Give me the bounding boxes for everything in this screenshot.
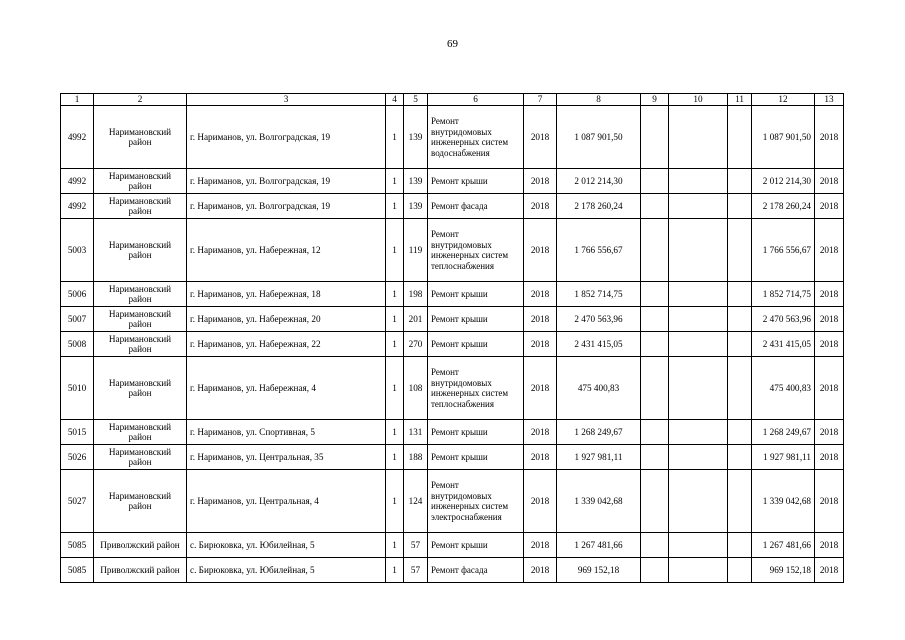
column-4-cell: 1 [386, 282, 404, 307]
column-header: 5 [404, 94, 428, 106]
column-11-cell [728, 470, 752, 533]
work-type-cell: Ремонт внутридомовых инженерных систем теплоснабжения [428, 219, 524, 282]
total-cost-cell: 1 852 714,75 [752, 282, 815, 307]
column-9-cell [641, 219, 669, 282]
column-4-cell: 1 [386, 558, 404, 583]
work-type-cell: Ремонт внутридомовых инженерных систем электроснабжения [428, 470, 524, 533]
column-4-cell: 1 [386, 169, 404, 194]
column-4-cell: 1 [386, 219, 404, 282]
year-cell: 2018 [524, 357, 557, 420]
column-9-cell [641, 357, 669, 420]
year-cell: 2018 [524, 533, 557, 558]
table-row [61, 307, 844, 332]
column-11-cell [728, 533, 752, 558]
column-9-cell [641, 533, 669, 558]
column-9-cell [641, 169, 669, 194]
column-13-cell: 2018 [815, 169, 844, 194]
district-cell: Наримановский район [94, 357, 187, 420]
column-5-cell: 201 [404, 307, 428, 332]
district-cell: Наримановский район [94, 420, 187, 445]
column-13-cell: 2018 [815, 282, 844, 307]
total-cost-cell: 969 152,18 [752, 558, 815, 583]
column-4-cell: 1 [386, 420, 404, 445]
column-11-cell [728, 307, 752, 332]
table-row [61, 470, 844, 533]
work-type-cell: Ремонт фасада [428, 194, 524, 219]
work-type-cell: Ремонт крыши [428, 445, 524, 470]
table-row [61, 282, 844, 307]
work-type-cell: Ремонт крыши [428, 169, 524, 194]
district-cell: Приволжский район [94, 533, 187, 558]
column-10-cell [669, 307, 728, 332]
record-id-cell: 5085 [61, 533, 94, 558]
column-13-cell: 2018 [815, 106, 844, 169]
column-9-cell [641, 106, 669, 169]
year-cell: 2018 [524, 307, 557, 332]
column-9-cell [641, 307, 669, 332]
cost-cell: 2 470 563,96 [557, 307, 641, 332]
column-11-cell [728, 332, 752, 357]
column-header: 2 [94, 94, 187, 106]
table-row [61, 445, 844, 470]
column-9-cell [641, 194, 669, 219]
total-cost-cell: 1 927 981,11 [752, 445, 815, 470]
column-header: 6 [428, 94, 524, 106]
cost-cell: 2 012 214,30 [557, 169, 641, 194]
year-cell: 2018 [524, 219, 557, 282]
address-cell: г. Нариманов, ул. Набережная, 4 [187, 357, 386, 420]
table-row [61, 332, 844, 357]
column-10-cell [669, 420, 728, 445]
cost-cell: 969 152,18 [557, 558, 641, 583]
record-id-cell: 5015 [61, 420, 94, 445]
record-id-cell: 5008 [61, 332, 94, 357]
table-row [61, 219, 844, 282]
table-row [61, 169, 844, 194]
year-cell: 2018 [524, 106, 557, 169]
column-5-cell: 108 [404, 357, 428, 420]
capital-repair-table [60, 93, 844, 583]
address-cell: с. Бирюковка, ул. Юбилейная, 5 [187, 533, 386, 558]
column-5-cell: 198 [404, 282, 428, 307]
record-id-cell: 5006 [61, 282, 94, 307]
address-cell: г. Нариманов, ул. Набережная, 12 [187, 219, 386, 282]
column-13-cell: 2018 [815, 470, 844, 533]
total-cost-cell: 2 470 563,96 [752, 307, 815, 332]
column-9-cell [641, 420, 669, 445]
column-11-cell [728, 106, 752, 169]
table-row [61, 420, 844, 445]
column-4-cell: 1 [386, 357, 404, 420]
total-cost-cell: 2 431 415,05 [752, 332, 815, 357]
column-header: 10 [669, 94, 728, 106]
column-11-cell [728, 219, 752, 282]
record-id-cell: 4992 [61, 106, 94, 169]
column-11-cell [728, 558, 752, 583]
column-13-cell: 2018 [815, 332, 844, 357]
column-13-cell: 2018 [815, 357, 844, 420]
column-10-cell [669, 169, 728, 194]
column-9-cell [641, 332, 669, 357]
cost-cell: 1 267 481,66 [557, 533, 641, 558]
address-cell: г. Нариманов, ул. Волгоградская, 19 [187, 106, 386, 169]
cost-cell: 1 852 714,75 [557, 282, 641, 307]
column-10-cell [669, 470, 728, 533]
total-cost-cell: 1 766 556,67 [752, 219, 815, 282]
column-4-cell: 1 [386, 106, 404, 169]
column-11-cell [728, 420, 752, 445]
column-4-cell: 1 [386, 470, 404, 533]
cost-cell: 1 927 981,11 [557, 445, 641, 470]
cost-cell: 1 339 042,68 [557, 470, 641, 533]
column-5-cell: 139 [404, 106, 428, 169]
record-id-cell: 5027 [61, 470, 94, 533]
column-5-cell: 119 [404, 219, 428, 282]
total-cost-cell: 475 400,83 [752, 357, 815, 420]
record-id-cell: 4992 [61, 169, 94, 194]
column-5-cell: 188 [404, 445, 428, 470]
column-10-cell [669, 357, 728, 420]
column-header: 3 [187, 94, 386, 106]
column-5-cell: 270 [404, 332, 428, 357]
column-9-cell [641, 470, 669, 533]
address-cell: г. Нариманов, ул. Волгоградская, 19 [187, 169, 386, 194]
column-11-cell [728, 282, 752, 307]
district-cell: Наримановский район [94, 307, 187, 332]
table-body [61, 94, 844, 583]
total-cost-cell: 1 339 042,68 [752, 470, 815, 533]
total-cost-cell: 2 012 214,30 [752, 169, 815, 194]
column-4-cell: 1 [386, 194, 404, 219]
year-cell: 2018 [524, 332, 557, 357]
column-11-cell [728, 357, 752, 420]
column-13-cell: 2018 [815, 194, 844, 219]
column-10-cell [669, 219, 728, 282]
work-type-cell: Ремонт внутридомовых инженерных систем теплоснабжения [428, 357, 524, 420]
column-header: 8 [557, 94, 641, 106]
district-cell: Наримановский район [94, 106, 187, 169]
column-5-cell: 57 [404, 533, 428, 558]
table-row [61, 533, 844, 558]
column-13-cell: 2018 [815, 420, 844, 445]
address-cell: г. Нариманов, ул. Набережная, 20 [187, 307, 386, 332]
work-type-cell: Ремонт крыши [428, 307, 524, 332]
table-row [61, 194, 844, 219]
work-type-cell: Ремонт крыши [428, 420, 524, 445]
column-13-cell: 2018 [815, 219, 844, 282]
year-cell: 2018 [524, 445, 557, 470]
district-cell: Наримановский район [94, 219, 187, 282]
cost-cell: 1 268 249,67 [557, 420, 641, 445]
district-cell: Наримановский район [94, 282, 187, 307]
total-cost-cell: 1 087 901,50 [752, 106, 815, 169]
year-cell: 2018 [524, 282, 557, 307]
column-header: 12 [752, 94, 815, 106]
record-id-cell: 5010 [61, 357, 94, 420]
column-4-cell: 1 [386, 445, 404, 470]
column-10-cell [669, 445, 728, 470]
district-cell: Наримановский район [94, 194, 187, 219]
year-cell: 2018 [524, 194, 557, 219]
district-cell: Приволжский район [94, 558, 187, 583]
district-cell: Наримановский район [94, 445, 187, 470]
record-id-cell: 5007 [61, 307, 94, 332]
district-cell: Наримановский район [94, 332, 187, 357]
column-10-cell [669, 282, 728, 307]
column-13-cell: 2018 [815, 307, 844, 332]
address-cell: г. Нариманов, ул. Набережная, 22 [187, 332, 386, 357]
column-10-cell [669, 533, 728, 558]
column-5-cell: 131 [404, 420, 428, 445]
cost-cell: 1 087 901,50 [557, 106, 641, 169]
column-header: 13 [815, 94, 844, 106]
work-type-cell: Ремонт внутридомовых инженерных систем водоснабжения [428, 106, 524, 169]
year-cell: 2018 [524, 558, 557, 583]
column-10-cell [669, 558, 728, 583]
address-cell: г. Нариманов, ул. Центральная, 4 [187, 470, 386, 533]
column-13-cell: 2018 [815, 445, 844, 470]
column-4-cell: 1 [386, 533, 404, 558]
district-cell: Наримановский район [94, 470, 187, 533]
year-cell: 2018 [524, 420, 557, 445]
record-id-cell: 5085 [61, 558, 94, 583]
record-id-cell: 5003 [61, 219, 94, 282]
cost-cell: 2 178 260,24 [557, 194, 641, 219]
address-cell: с. Бирюковка, ул. Юбилейная, 5 [187, 558, 386, 583]
address-cell: г. Нариманов, ул. Центральная, 35 [187, 445, 386, 470]
table-row [61, 558, 844, 583]
column-10-cell [669, 106, 728, 169]
year-cell: 2018 [524, 169, 557, 194]
cost-cell: 1 766 556,67 [557, 219, 641, 282]
page-number: 69 [447, 38, 458, 50]
column-header: 1 [61, 94, 94, 106]
address-cell: г. Нариманов, ул. Набережная, 18 [187, 282, 386, 307]
column-header: 11 [728, 94, 752, 106]
total-cost-cell: 2 178 260,24 [752, 194, 815, 219]
table-row [61, 106, 844, 169]
column-4-cell: 1 [386, 307, 404, 332]
total-cost-cell: 1 268 249,67 [752, 420, 815, 445]
district-cell: Наримановский район [94, 169, 187, 194]
record-id-cell: 4992 [61, 194, 94, 219]
column-header: 4 [386, 94, 404, 106]
column-5-cell: 57 [404, 558, 428, 583]
column-5-cell: 139 [404, 194, 428, 219]
work-type-cell: Ремонт крыши [428, 533, 524, 558]
column-9-cell [641, 558, 669, 583]
column-13-cell: 2018 [815, 533, 844, 558]
address-cell: г. Нариманов, ул. Спортивная, 5 [187, 420, 386, 445]
column-header: 7 [524, 94, 557, 106]
table-row [61, 357, 844, 420]
work-type-cell: Ремонт крыши [428, 332, 524, 357]
column-11-cell [728, 194, 752, 219]
column-11-cell [728, 169, 752, 194]
column-10-cell [669, 194, 728, 219]
address-cell: г. Нариманов, ул. Волгоградская, 19 [187, 194, 386, 219]
work-type-cell: Ремонт крыши [428, 282, 524, 307]
column-header: 9 [641, 94, 669, 106]
column-13-cell: 2018 [815, 558, 844, 583]
column-10-cell [669, 332, 728, 357]
column-11-cell [728, 445, 752, 470]
cost-cell: 2 431 415,05 [557, 332, 641, 357]
column-9-cell [641, 445, 669, 470]
column-4-cell: 1 [386, 332, 404, 357]
work-type-cell: Ремонт фасада [428, 558, 524, 583]
total-cost-cell: 1 267 481,66 [752, 533, 815, 558]
column-number-row [61, 94, 844, 106]
record-id-cell: 5026 [61, 445, 94, 470]
cost-cell: 475 400,83 [557, 357, 641, 420]
year-cell: 2018 [524, 470, 557, 533]
column-5-cell: 124 [404, 470, 428, 533]
column-5-cell: 139 [404, 169, 428, 194]
column-9-cell [641, 282, 669, 307]
